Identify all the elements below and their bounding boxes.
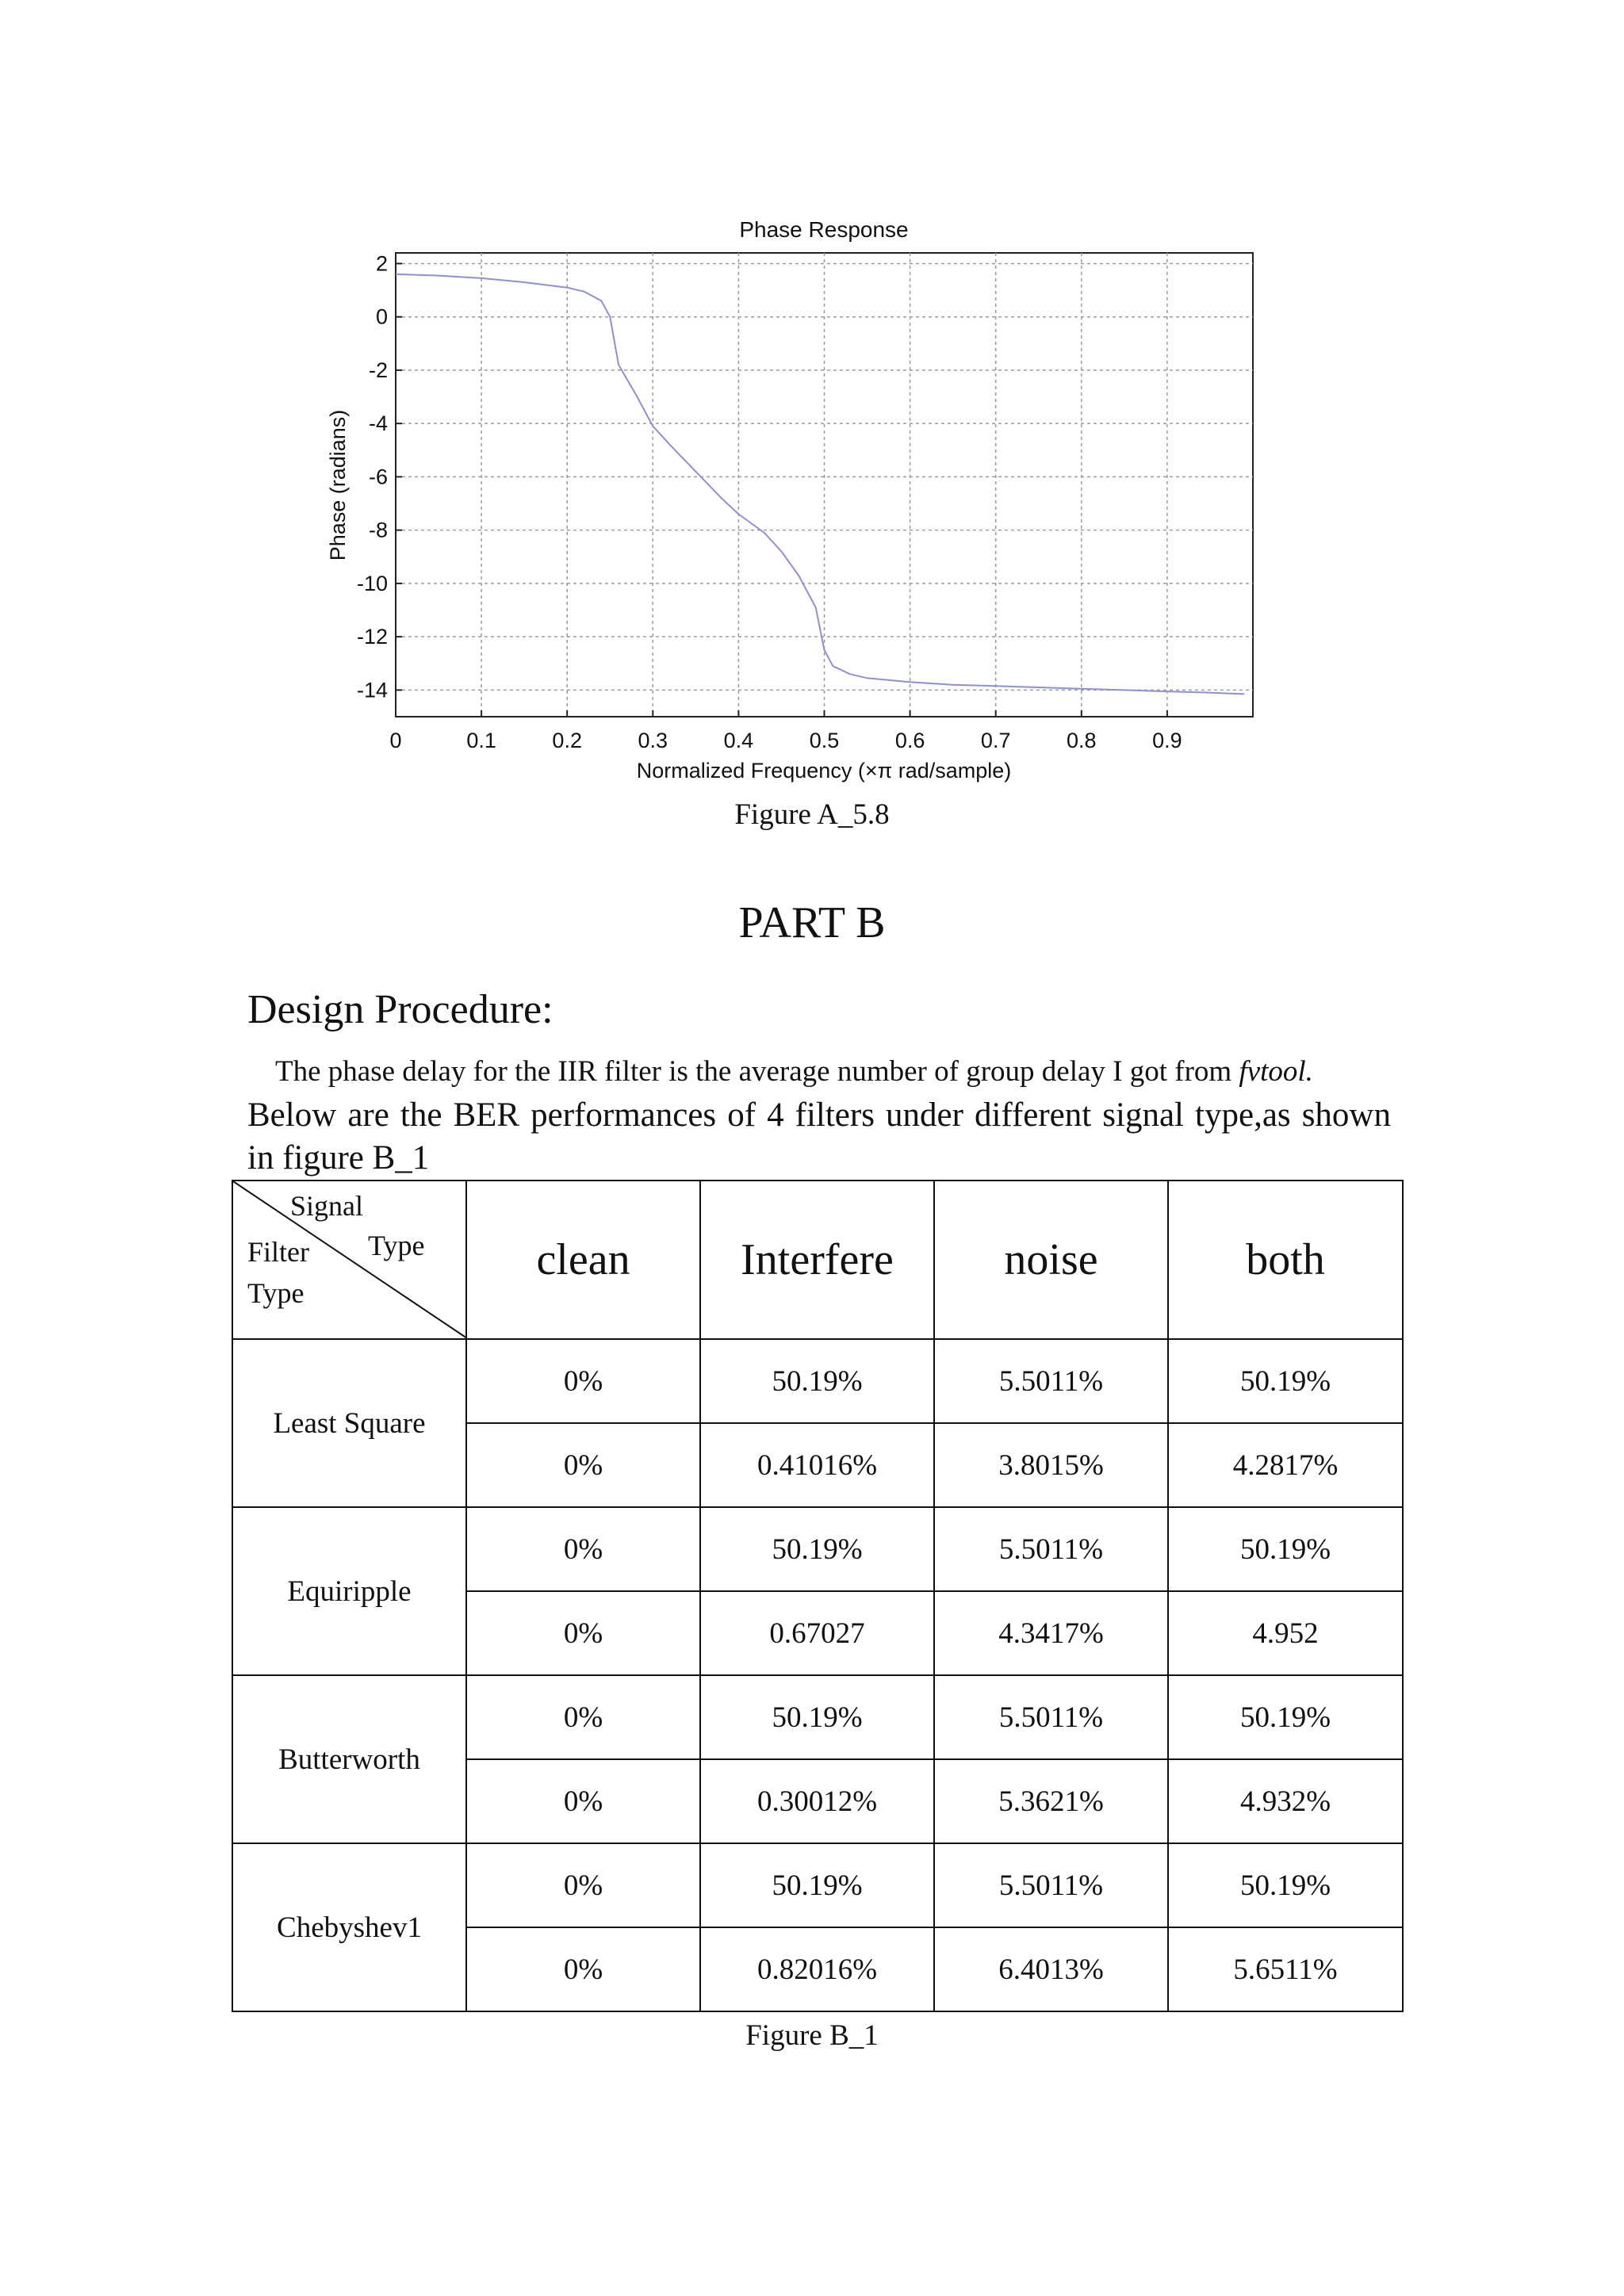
ber-value-cell: 4.2817% [1168,1423,1403,1507]
design-procedure-heading: Design Procedure: [247,987,553,1032]
chart-title: Phase Response [739,217,909,242]
table-row [232,1507,1403,1591]
ber-value-cell: 5.5011% [934,1843,1168,1927]
ber-value-cell: 4.932% [1168,1759,1403,1843]
x-tick-label: 0.7 [980,729,1011,752]
ber-value-cell: 0% [466,1423,700,1507]
table-header-row [232,1181,1403,1339]
ber-value-cell: 50.19% [700,1843,934,1927]
corner-type-top-label: Type [368,1230,425,1261]
ber-value-cell: 3.8015% [934,1423,1168,1507]
x-axis-label: Normalized Frequency (×π rad/sample) [636,759,1012,783]
filter-type-cell: Least Square [232,1339,466,1507]
ber-value-cell: 0% [466,1927,700,2011]
x-tick-label: 0.3 [638,729,668,752]
x-tick-label: 0.9 [1152,729,1182,752]
ber-value-cell: 5.5011% [934,1675,1168,1759]
filter-type-cell: Equiripple [232,1507,466,1675]
phase-delay-paragraph [275,1054,1313,1089]
ber-value-cell: 6.4013% [934,1927,1168,2011]
y-axis-label: Phase (radians) [326,409,350,561]
x-tick-label: 0.5 [809,729,840,752]
ber-value-cell: 5.5011% [934,1339,1168,1423]
ber-value-cell: 5.5011% [934,1507,1168,1591]
column-header-both: both [1168,1181,1403,1339]
y-tick-label: 2 [375,251,388,276]
y-tick-label: -2 [368,358,388,382]
phase-delay-text: The phase delay for the IIR filter is the average number of group delay I got from [275,1055,1239,1088]
ber-value-cell: 0% [466,1507,700,1591]
ber-value-cell: 50.19% [700,1507,934,1591]
ber-value-cell: 50.19% [1168,1843,1403,1927]
ber-value-cell: 50.19% [1168,1675,1403,1759]
ber-value-cell: 0% [466,1843,700,1927]
fvtool-term: fvtool. [1239,1055,1313,1088]
x-tick-label: 0.8 [1067,729,1097,752]
phase-response-chart [0,0,1624,801]
corner-signal-label: Signal [290,1190,364,1222]
figure-a-caption: Figure A_5.8 [734,798,890,831]
y-tick-label: -8 [368,518,388,542]
x-tick-label: 0.4 [723,729,754,752]
ber-value-cell: 0% [466,1675,700,1759]
ber-value-cell: 0.30012% [700,1759,934,1843]
ber-value-cell: 0% [466,1759,700,1843]
column-header-interfere: Interfere [700,1181,934,1339]
y-tick-label: -14 [356,678,388,702]
ber-value-cell: 50.19% [1168,1339,1403,1423]
ber-value-cell: 5.6511% [1168,1927,1403,2011]
x-tick-label: 0 [389,729,402,752]
table-row [232,1339,1403,1423]
ber-table [232,1180,1404,2012]
y-tick-label: -6 [368,465,388,489]
table-row [232,1675,1403,1759]
ber-value-cell: 0.41016% [700,1423,934,1507]
ber-intro-paragraph: Below are the BER performances of 4 filters under different signal type,as shown in figure B_1 [247,1096,1391,1177]
filter-type-cell: Chebyshev1 [232,1843,466,2011]
x-tick-label: 0.6 [894,729,925,752]
figure-b-caption: Figure B_1 [745,2019,879,2052]
filter-type-cell: Butterworth [232,1675,466,1843]
ber-value-cell: 50.19% [700,1675,934,1759]
corner-type-bottom-label: Type [247,1277,304,1309]
x-tick-label: 0.1 [466,729,496,752]
y-tick-label: 0 [375,304,388,329]
ber-value-cell: 4.952 [1168,1591,1403,1675]
column-header-clean: clean [466,1181,700,1339]
x-tick-label: 0.2 [552,729,582,752]
ber-value-cell: 50.19% [1168,1507,1403,1591]
ber-value-cell: 0% [466,1591,700,1675]
y-tick-label: -12 [356,625,388,649]
ber-value-cell: 50.19% [700,1339,934,1423]
y-tick-label: -4 [368,411,388,436]
table-row [232,1843,1403,1927]
part-b-title: PART B [738,898,886,947]
ber-value-cell: 0% [466,1339,700,1423]
ber-value-cell: 4.3417% [934,1591,1168,1675]
ber-value-cell: 5.3621% [934,1759,1168,1843]
corner-header-cell [232,1181,466,1339]
corner-filter-label: Filter [247,1236,309,1268]
y-tick-label: -10 [356,571,388,595]
column-header-noise: noise [934,1181,1168,1339]
ber-value-cell: 0.82016% [700,1927,934,2011]
table-body [232,1339,1403,2011]
ber-value-cell: 0.67027 [700,1591,934,1675]
